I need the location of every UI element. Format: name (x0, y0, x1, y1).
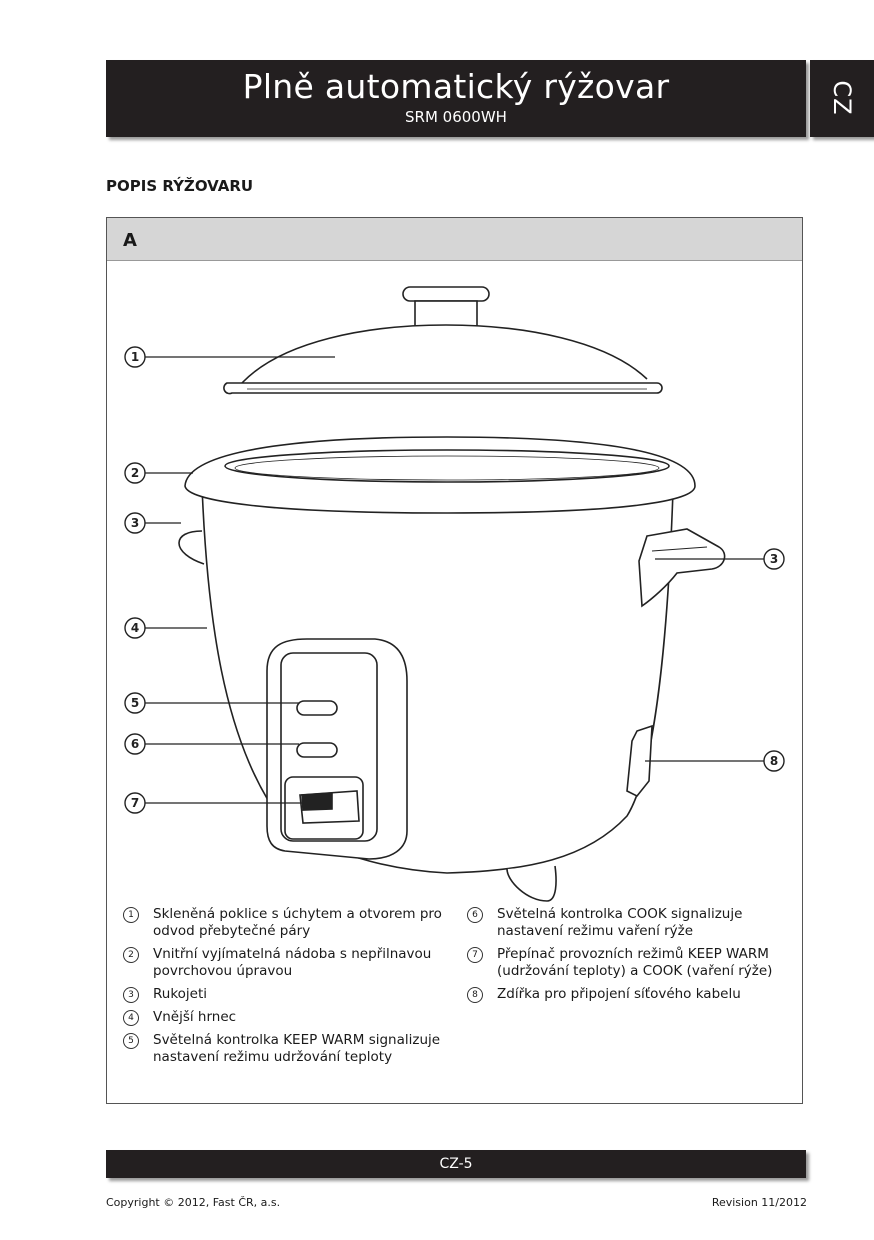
page-number-bar (106, 1150, 806, 1178)
rice-cooker-illustration (107, 261, 802, 911)
legend-num: 4 (123, 1010, 139, 1026)
legend-text: Vnitřní vyjímatelná nádoba s nepřilnavou povrchovou úpravou (153, 946, 432, 979)
legend-num: 8 (467, 987, 483, 1003)
page-title: Plně automatický rýžovar (242, 67, 670, 106)
legend-text: Světelná kontrolka COOK signalizuje nastavení režimu vaření rýže (497, 906, 743, 939)
legend-left (123, 906, 453, 1072)
figure-header (107, 218, 802, 261)
callout-text: 2 (130, 466, 140, 480)
legend-item (123, 986, 453, 1003)
legend-right (467, 906, 797, 1009)
legend-item (123, 1009, 453, 1026)
legend-num: 6 (467, 907, 483, 923)
lid-drawing (224, 287, 662, 394)
copyright: Copyright © 2012, Fast ČR, a.s. (106, 1196, 281, 1209)
legend-item (467, 946, 797, 980)
legend-text: Zdířka pro připojení síťového kabelu (497, 986, 741, 1002)
callout-text: 5 (130, 696, 140, 710)
callout-text: 3 (130, 516, 140, 530)
model-number: SRM 0600WH (405, 108, 507, 126)
legend-text: Světelná kontrolka KEEP WARM signalizuje nastavení režimu udržování teploty (153, 1032, 441, 1065)
callout-text: 4 (130, 621, 140, 635)
legend-text: Skleněná poklice s úchytem a otvorem pro odvod přebytečné páry (153, 906, 442, 939)
figure-box (106, 217, 803, 1104)
language-code: CZ (828, 80, 856, 116)
legend-num: 7 (467, 947, 483, 963)
revision: Revision 11/2012 (711, 1196, 807, 1209)
legend-num: 2 (123, 947, 139, 963)
legend-text: Rukojeti (153, 986, 208, 1002)
legend-item (123, 946, 453, 980)
callout-text: 8 (769, 754, 779, 768)
legend-item (123, 1032, 453, 1066)
legend-item (123, 906, 453, 940)
legend-text: Vnější hrnec (153, 1009, 237, 1025)
callout-text: 7 (130, 796, 140, 810)
figure-label: A (123, 230, 137, 251)
legend-item (467, 986, 797, 1003)
legend-text: Přepínač provozních režimů KEEP WARM (udržování teploty) a COOK (vaření rýže) (497, 946, 773, 979)
section-title: POPIS RÝŽOVARU (106, 177, 254, 195)
callout-text: 3 (769, 552, 779, 566)
page-number: CZ-5 (439, 1156, 473, 1172)
callout-text: 1 (130, 350, 140, 364)
language-tab (810, 60, 874, 137)
legend-num: 1 (123, 907, 139, 923)
legend-item (467, 906, 797, 940)
callout-text: 6 (130, 737, 140, 751)
header-bar (106, 60, 806, 137)
legend-num: 3 (123, 987, 139, 1003)
legend-num: 5 (123, 1033, 139, 1049)
cooker-body-drawing (179, 437, 725, 901)
